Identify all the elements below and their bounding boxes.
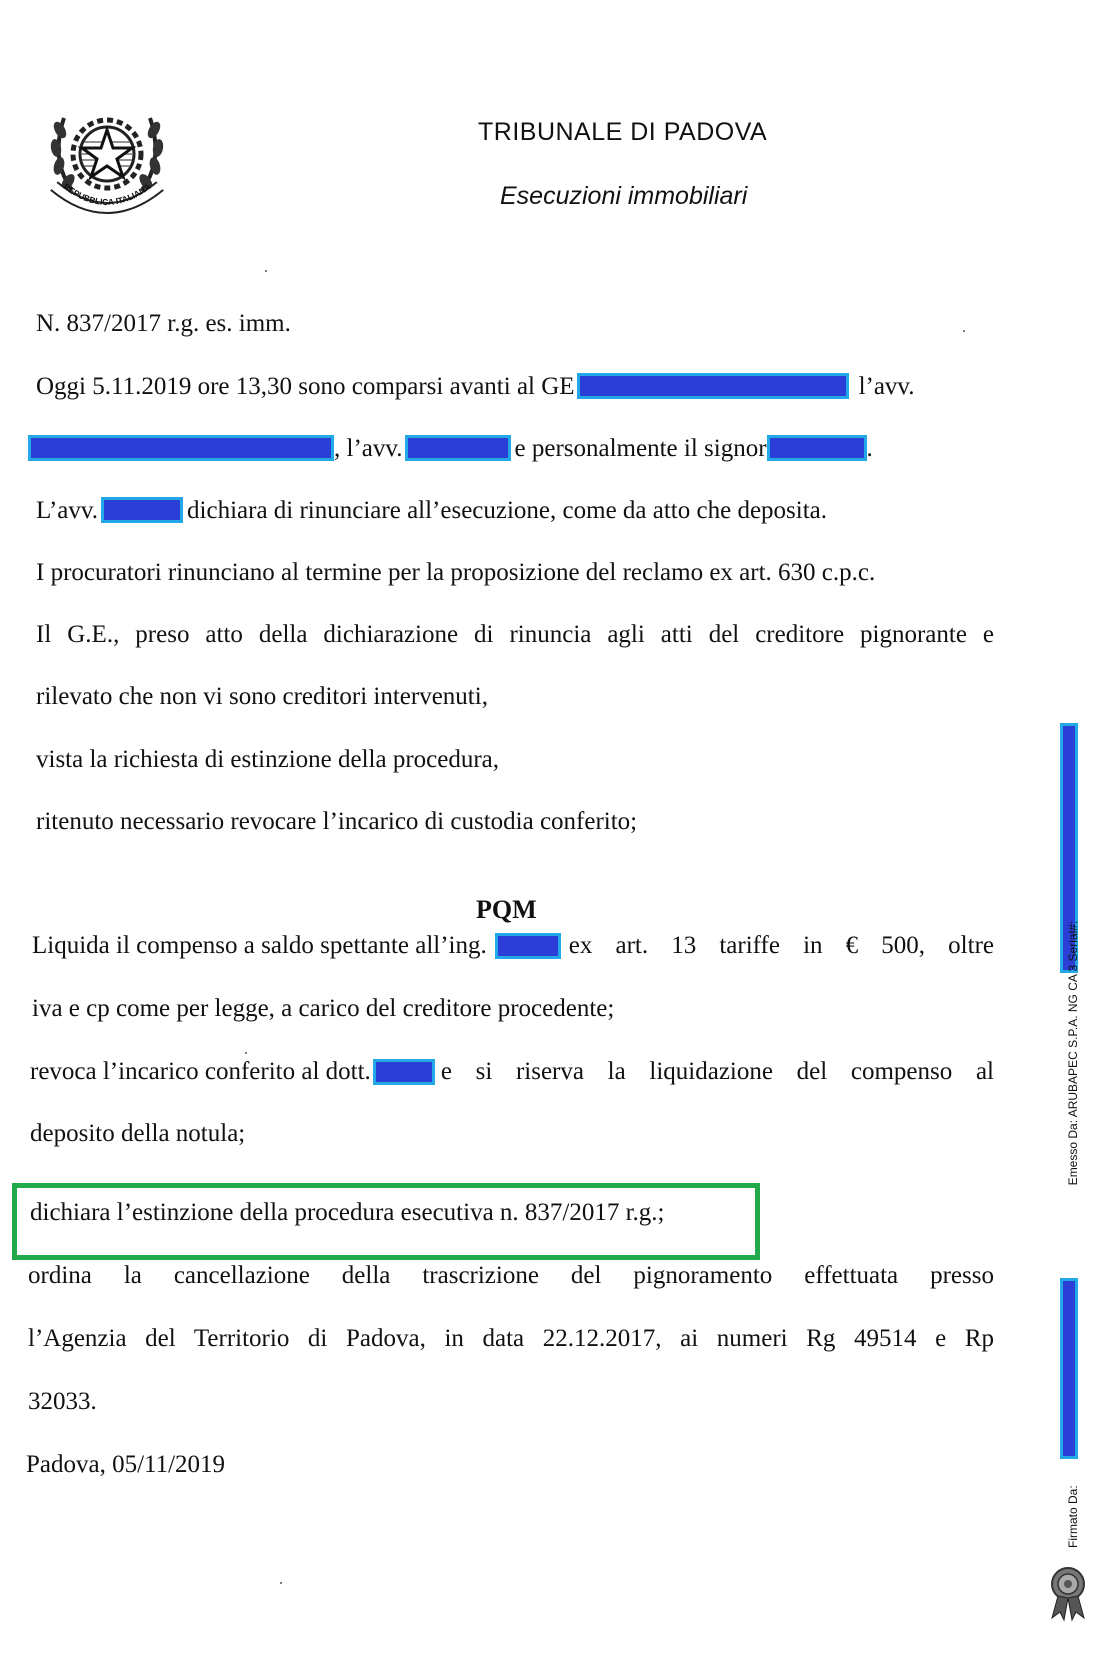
text-segment: , l’avv. [334, 435, 403, 462]
text-segment: L’avv. [36, 497, 99, 524]
text-line-5: I procuratori rinunciano al termine per la proposizione del reclamo ex art. 630 c.p.c. [36, 559, 876, 586]
redaction-block [28, 435, 334, 461]
redaction-block [495, 933, 561, 959]
pqm-heading: PQM [476, 895, 537, 924]
scan-speck [245, 1052, 247, 1054]
redaction-block [767, 435, 867, 461]
text-line-13: deposito della notula; [30, 1120, 246, 1147]
text-segment: Oggi 5.11.2019 ore 13,30 sono comparsi avanti al GE [36, 373, 575, 400]
text-segment: l’avv. [858, 373, 915, 400]
scan-speck [963, 330, 965, 332]
signature-seal-icon [1042, 1560, 1094, 1622]
text-segment: e personalmente il signor [514, 435, 767, 462]
redaction-block [373, 1059, 435, 1085]
text-segment: ex art. 13 tariffe in € 500, oltre [568, 932, 994, 959]
scan-speck [265, 270, 267, 272]
highlight-box [12, 1183, 760, 1260]
text-segment: Liquida il compenso a saldo spettante all’ing. [32, 932, 487, 959]
text-line-10 [32, 932, 994, 960]
scan-speck [280, 1582, 282, 1584]
text-line-3 [28, 435, 873, 463]
text-line-11: iva e cp come per legge, a carico del creditore procedente; [32, 995, 615, 1022]
signature-firmato-label: Firmato Da: [1066, 1485, 1080, 1548]
text-line-2 [36, 373, 915, 401]
emblem-ribbon-text: REPUBBLICA ITALIANA [61, 181, 153, 208]
closing-place-date: Padova, 05/11/2019 [26, 1451, 226, 1478]
text-line-15: ordina la cancellazione della trascrizione del pignoramento effettuata presso [28, 1262, 994, 1289]
text-line-8: vista la richiesta di estinzione della procedura, [36, 746, 500, 773]
signature-stamp [1066, 921, 1080, 1548]
redaction-block [577, 373, 849, 399]
court-title: TRIBUNALE DI PADOVA [478, 118, 768, 146]
case-number: N. 837/2017 r.g. es. imm. [36, 310, 291, 337]
signature-emesso-label: Emesso Da: ARUBAPEC S.P.A. NG CA 3 Serial#: [1066, 920, 1080, 1186]
text-line-17: 32033. [28, 1388, 97, 1415]
text-segment: . [866, 435, 873, 462]
text-line-12 [30, 1058, 994, 1086]
text-segment: revoca l’incarico conferito al dott. [30, 1058, 371, 1085]
text-line-9: ritenuto necessario revocare l’incarico di custodia conferito; [36, 808, 638, 835]
redaction-block [101, 497, 183, 523]
text-segment: e si riserva la liquidazione del compenso al [440, 1058, 994, 1085]
republic-emblem-icon [42, 90, 172, 220]
redaction-block [405, 435, 511, 461]
text-line-6: Il G.E., preso atto della dichiarazione di rinuncia agli atti del creditore pignorante e [36, 621, 994, 648]
text-line-7: rilevato che non vi sono creditori intervenuti, [36, 683, 488, 710]
text-segment: dichiara di rinunciare all’esecuzione, come da atto che deposita. [187, 497, 828, 524]
text-line-14: dichiara l’estinzione della procedura esecutiva n. 837/2017 r.g.; [30, 1199, 665, 1226]
text-line-16: l’Agenzia del Territorio di Padova, in data 22.12.2017, ai numeri Rg 49514 e Rp [28, 1325, 994, 1352]
text-line-4 [36, 497, 827, 525]
court-section: Esecuzioni immobiliari [500, 182, 748, 210]
